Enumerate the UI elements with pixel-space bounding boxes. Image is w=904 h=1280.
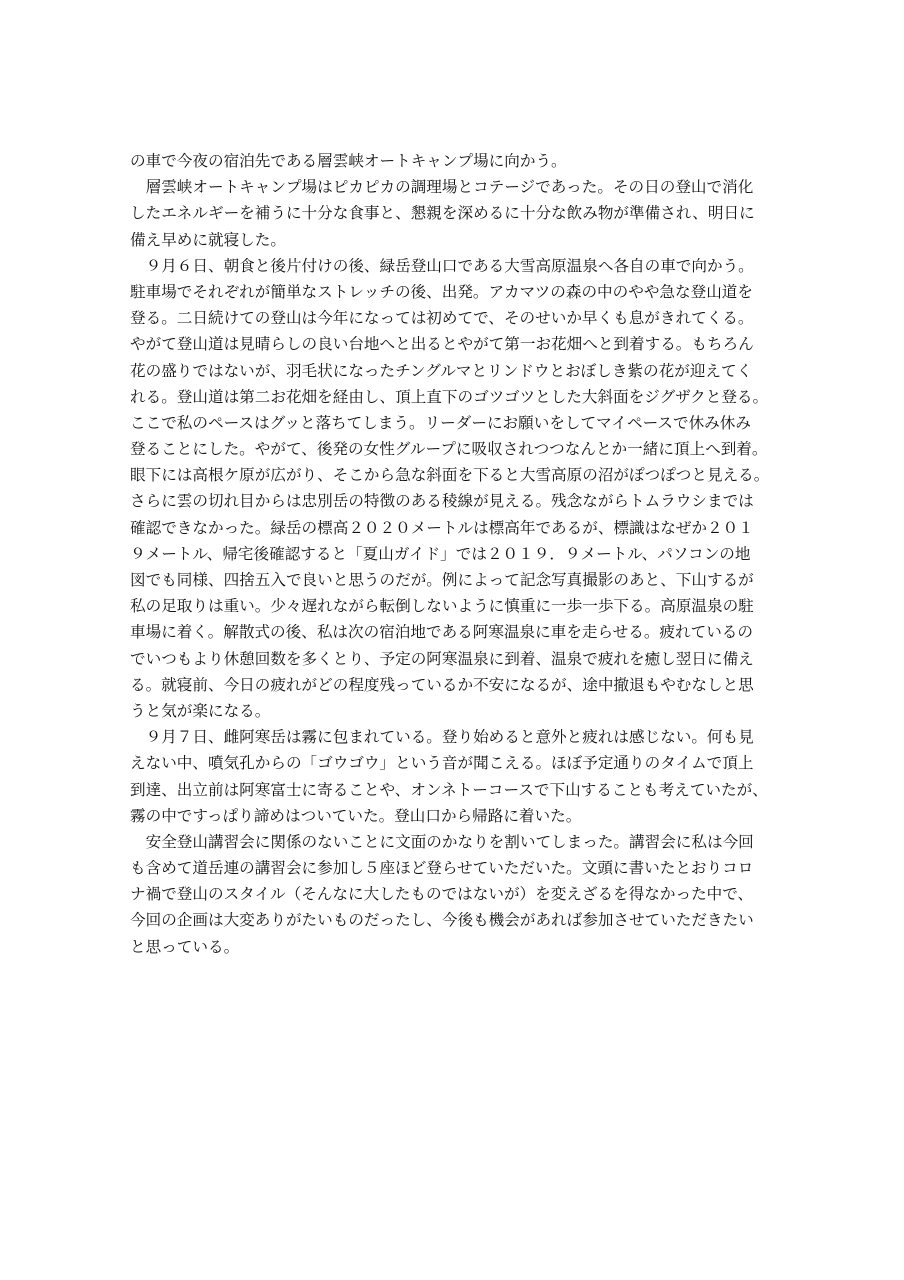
text-line: 確認できなかった。緑岳の標高２０２０メートルは標高年であるが、標識はなぜか２０１ — [130, 518, 754, 537]
text-line: 花の盛りではないが、羽毛状になったチングルマとリンドウとおぼしき紫の花が迎えてく — [130, 361, 753, 380]
text-line: ナ禍で登山のスタイル（そんなに大したものではないが）を変えざるを得なかった中で、 — [130, 885, 754, 904]
text-line: 図でも同様、四捨五入で良いと思うのだが。例によって記念写真撮影のあと、下山するが — [130, 571, 754, 589]
text-line: 層雲峡オートキャンプ場はピカピカの調理場とコテージであった。その日の登山で消化 — [130, 178, 754, 197]
text-line: 到達、出立前は阿寒富士に寄ることや、オンネトーコースで下山することも考えていたが、 — [130, 780, 768, 799]
text-line: ９メートル、帰宅後確認すると「夏山ガイド」では２０１９．９メートル、パソコンの地 — [130, 544, 751, 563]
text-line: えない中、噴気孔からの「ゴウゴウ」という音が聞こえる。ほぼ予定通りのタイムで頂上 — [130, 754, 754, 773]
body-text — [130, 148, 790, 960]
text-line: 安全登山講習会に関係のないことに文面のかなりを割いてしまった。講習会に私は今回 — [130, 832, 754, 851]
text-line: 車場に着く。解散式の後、私は次の宿泊地である阿寒温泉に車を走らせる。疲れているの — [130, 623, 753, 642]
text-line: れる。登山道は第二お花畑を経由し、頂上直下のゴツゴツとした大斜面をジグザクと登る。 — [130, 387, 769, 406]
text-line: ９月７日、雌阿寒岳は霧に包まれている。登り始めると意外と疲れは感じない。何も見 — [130, 728, 754, 747]
text-line: の車で今夜の宿泊先である層雲峡オートキャンプ場に向かう。 — [130, 152, 567, 170]
text-line: 今回の企画は大変ありがたいものだったし、今後も機会があれば参加させていただきたい — [130, 911, 754, 930]
text-line: も含めて道岳連の講習会に参加し５座ほど登らせていただいた。文頭に書いたとおりコロ — [130, 859, 754, 878]
text-line: 霧の中ですっぱり諦めはついていた。登山口から帰路に着いた。 — [130, 806, 582, 825]
text-line: 登ることにした。やがて、後発の女性グループに吸収されつつなんとか一緒に頂上へ到着。 — [130, 440, 768, 459]
text-line: 登る。二日続けての登山は今年になっては初めてで、そのせいか早くも息がきれてくる。 — [130, 309, 754, 328]
text-line: うと気が楽になる。 — [130, 701, 271, 720]
text-line: でいつもより休憩回数を多くとり、予定の阿寒温泉に到着、温泉で疲れを癒し翌日に備え — [130, 649, 754, 668]
text-line: ９月６日、朝食と後片付けの後、緑岳登山口である大雪高原温泉へ各自の車で向かう。 — [130, 256, 754, 275]
text-line: る。就寝前、今日の疲れがどの程度残っているか不安になるが、途中撤退もやむなしと思 — [130, 675, 754, 694]
text-line: やがて登山道は見晴らしの良い台地へと出るとやがて第一お花畑へと到着する。もちろん — [130, 335, 754, 354]
text-line: 眼下には高根ケ原が広がり、そこから急な斜面を下ると大雪高原の沼がぽつぽつと見える。 — [130, 466, 770, 485]
text-line: さらに雲の切れ目からは忠別岳の特徴のある稜線が見える。残念ながらトムラウシまでは — [130, 492, 754, 511]
text-line: と思っている。 — [130, 937, 240, 956]
text-line: 駐車場でそれぞれが簡単なストレッチの後、出発。アカマツの森の中のやや急な登山道を — [130, 282, 753, 301]
text-line: ここで私のペースはグッと落ちてしまう。リーダーにお願いをしてマイペースで休み休み — [130, 413, 751, 432]
text-line: したエネルギーを補うに十分な食事と、懇親を深めるに十分な飲み物が準備され、明日に — [130, 204, 755, 223]
text-line: 備え早めに就寝した。 — [130, 230, 286, 249]
text-line: 私の足取りは重い。少々遅れながら転倒しないように慎重に一歩一歩下る。高原温泉の駐 — [130, 597, 754, 616]
